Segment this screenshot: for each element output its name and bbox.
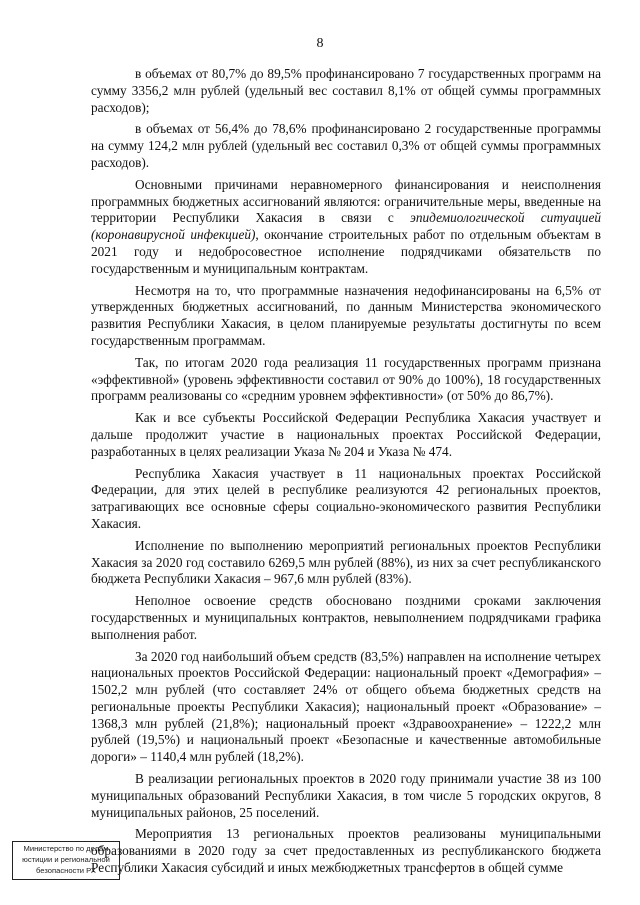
paragraph: Так, по итогам 2020 года реализация 11 государственных программ признана «эффективной» (уровень эффективности составил от 90% до 100%), 18 государственных программ реализованы со «средним уровнем эффективности» (от 50% до 86,7%).: [91, 354, 601, 404]
paragraph: Основными причинами неравномерного финансирования и неисполнения программных бюджетных ассигнований являются: ограничительные меры, введенные на территории Республики Хакасия в связи с эпидемиологической ситуацией (коронавирусной инфекцией), окончание строительных работ по отдельным объектам в 2021 году и недобросовестное исполнение подрядчиками обязательств по государственным и муниципальным контрактам.: [91, 176, 601, 276]
paragraph: Исполнение по выполнению мероприятий региональных проектов Республики Хакасия за 2020 год составило 6269,5 млн рублей (88%), из них за счет республиканского бюджета Республики Хакасия – 967,6 млн рублей (83%).: [91, 537, 601, 587]
registration-stamp: [12, 841, 120, 880]
paragraph: Несмотря на то, что программные назначения недофинансированы на 6,5% от утвержденных бюджетных ассигнований, по данным Министерства экономического развития Республики Хакасия, в целом планируемые результаты достигнуты по всем государственным программам.: [91, 282, 601, 348]
paragraph: Республика Хакасия участвует в 11 национальных проектах Российской Федерации, для этих целей в республике реализуются 42 региональных проектов, затрагивающих все основные сферы социально-экономического развития Республики Хакасия.: [91, 465, 601, 531]
paragraph: В реализации региональных проектов в 2020 году принимали участие 38 из 100 муниципальных образований Республики Хакасия, в том числе 5 городских округов, 8 муниципальных районов, 25 поселений.: [91, 771, 601, 820]
paragraph: в объемах от 80,7% до 89,5% профинансировано 7 государственных программ на сумму 3356,2 млн рублей (удельный вес составил 8,1% от общей суммы программных расходов);: [91, 66, 601, 115]
italic-text: эпидемиологической ситуацией (коронавирусной инфекцией): [91, 210, 601, 243]
paragraph: в объемах от 56,4% до 78,6% профинансировано 2 государственные программы на сумму 124,2 млн рублей (удельный вес составил 0,3% от общей суммы программных расходов).: [91, 121, 601, 170]
paragraph: Как и все субъекты Российской Федерации Республика Хакасия участвует и дальше продолжит участие в национальных проектах Российской Федерации, разработанных в целях реализации Указа № 204 и Указа № 474.: [91, 410, 601, 459]
paragraph: Мероприятия 13 региональных проектов реализованы муниципальными образованиями в 2020 году за счет предоставленных из республиканского бюджета Республики Хакасия субсидий и иных межбюджетных трансфертов в общей сумме: [91, 826, 601, 876]
document-body: [91, 66, 601, 882]
stamp-line: безопасности РХ: [36, 866, 96, 875]
page-number: 8: [316, 36, 324, 51]
stamp-line: Министерство по делам: [23, 844, 109, 853]
paragraph: За 2020 год наибольший объем средств (83,5%) направлен на исполнение четырех национальных проектов Российской Федерации: национальный проект «Демография» – 1502,2 млн рублей (что составляет 24% от общего объема бюджетных средств на региональные проекты Республики Хакасия); национальный проект «Образование» – 1368,3 млн рублей (21,8%); национальный проект «Здравоохранение» – 1222,2 млн рублей (19,5%) и национальный проект «Безопасные и качественные автомобильные дороги» – 1140,4 млн рублей (18,2%).: [91, 648, 601, 765]
stamp-line: юстиции и региональной: [22, 855, 110, 864]
paragraph: Неполное освоение средств обосновано поздними сроками заключения государственных и муниципальных контрактов, невыполнением подрядчиками графика выполнения работ.: [91, 593, 601, 642]
